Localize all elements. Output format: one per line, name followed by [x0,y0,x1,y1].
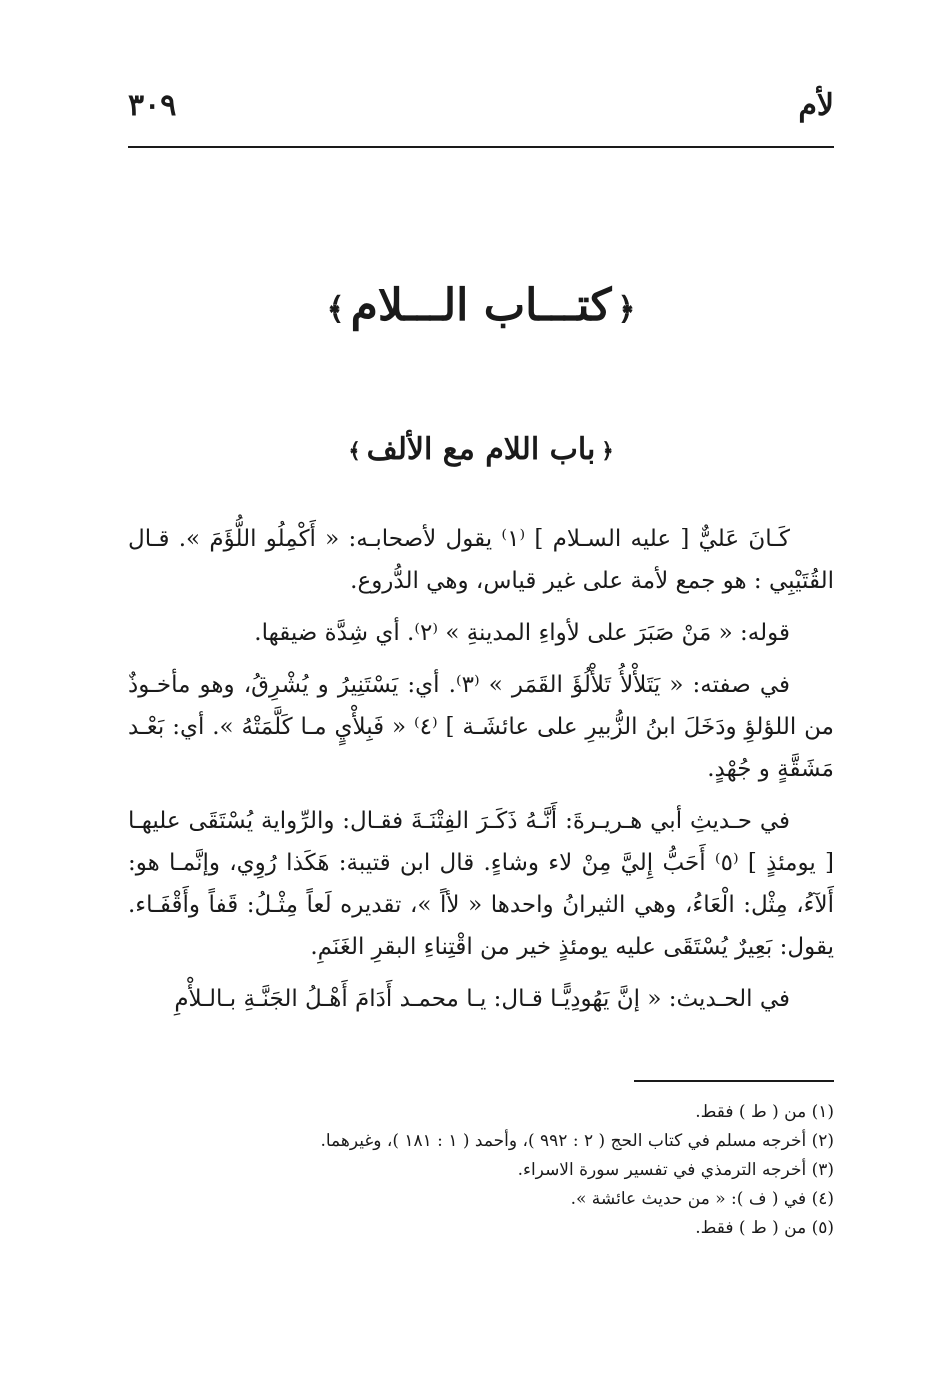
header-rule [128,146,834,148]
paragraph: كَـانَ عَليٌّ [ عليه السـلام ] ⁽١⁾ يقول لأصحابـه: « أَكْمِلُو اللُّؤَمَ ». قـال القُتَيْبِي : هو جمع لأمة على غير قياس، وهي الدُّروع. [128,526,834,594]
footnotes [128,1098,834,1243]
paragraph: في حـديثِ أبي هـريـرةَ: أَنَّـهُ ذَكَـرَ الفِتْنَـةَ فقـال: والرِّواية يُسْتَقَى عليهـا [ يومئذٍ ] ⁽٥⁾ أَحَبُّ إِليَّ مِنْ لاء وشاءٍ. قال ابن قتيبة: هَكَذا رُوِي، وإنَّمـا هو: أَلآءُ، مِثْل: الْعَاءُ، وهي الثيرانُ واحدها « لأاً »، تقديره لَعاً مِثْـلُ: قَفاً وأَقْفَـاء. يقول: بَعِيرٌ يُسْتَقَى عليه يومئذٍ خير من اقْتِناءِ البقرِ الغَنَمِ. [128,808,834,960]
section-title-text: باب اللام مع الألف [366,432,596,467]
page-number: ٣٠٩ [128,88,177,123]
ornament-right-icon: ﴿ [617,290,636,327]
footnote: (٥) من ( ط ) فقط. [695,1218,834,1238]
ornament-left-icon: ﴾ [326,290,345,327]
footnote: (٣) أخرجه الترمذي في تفسير سورة الاسراء. [517,1160,834,1180]
paragraph: في الحـديث: « إنَّ يَهُودِيًّـا قـال: يـا محمـد أَدَامَ أَهْـلُ الجَنَّـةِ بـالـلأْمِ [174,986,790,1012]
section-title [128,428,834,473]
body-text [128,518,834,1030]
running-header [128,88,834,132]
footnote-rule [634,1080,834,1082]
book-title-text: كتـــاب الـــلام [350,280,612,331]
book-title [128,276,834,339]
running-title: لأم [798,88,834,123]
footnote: (٢) أخرجه مسلم في كتاب الحج ( ٢ : ٩٩٢ )، وأحمد ( ١ : ١٨١ )، وغيرهما. [320,1131,834,1151]
ornament-left-icon: ﴾ [348,438,361,463]
footnote: (١) من ( ط ) فقط. [695,1102,834,1122]
paragraph: في صفته: « يَتَلأْلأُ تَلأْلُؤَ القَمَر » ⁽٣⁾. أي: يَسْتَنِيرُ و يُشْرِقُ، وهو مأخـوذٌ من اللؤلؤِ ودَخَلَ ابنُ الزُّبيرِ على عائشَـة ] ⁽٤⁾ « فَبِلأْيٍ مـا كَلَّمَتْهُ ». أي: بَعْـد مَشَقَّةٍ و جُهْدٍ. [128,672,835,782]
paragraph: قوله: « مَنْ صَبَرَ على لأواءِ المدينةِ » ⁽٢⁾. أي شِدَّة ضيقها. [254,620,790,646]
footnote: (٤) في ( ف ): « من حديث عائشة ». [570,1189,834,1209]
ornament-right-icon: ﴿ [601,438,614,463]
